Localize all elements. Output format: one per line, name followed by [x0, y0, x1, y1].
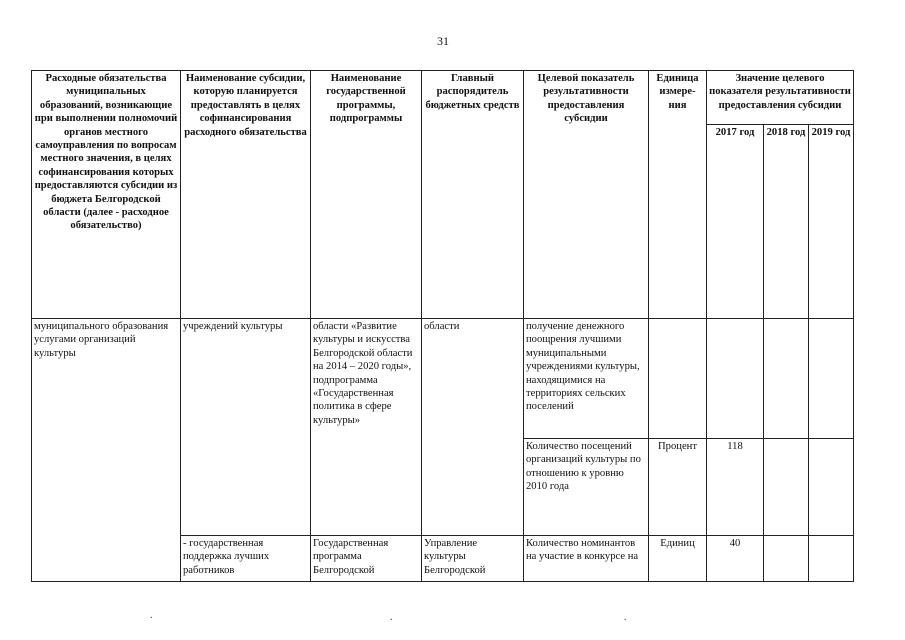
header-year-2018: 2018 год: [764, 125, 809, 319]
row3-program: Государственная программа Белгородской: [311, 536, 422, 582]
row1-unit: [649, 319, 707, 439]
row2-v2018: [764, 439, 809, 536]
header-program: Наименование государственной программы, подпрограммы: [311, 71, 422, 319]
header-target-value: Значение целевого показателя результативности предоставления субсидии: [707, 71, 854, 125]
row3-v2017: 40: [707, 536, 764, 582]
subsidy-table: [31, 70, 854, 582]
row2-indicator: Количество посещений организаций культуры по отношению к уровню 2010 года: [524, 439, 649, 536]
footer-mark-2: .: [390, 612, 393, 623]
page-number: 31: [437, 34, 449, 48]
row1-v2017: [707, 319, 764, 439]
header-distributor: Главный распорядитель бюджетных средств: [422, 71, 524, 319]
header-obligation: Расходные обязательства муниципальных образований, возникающие при выполнении полномочий органов местного самоуправления по вопросам местного значения, в целях софинансирования которых предоставляются субсидии из бюджета Белгородской области (далее - расходное обязательство): [32, 71, 181, 319]
row3-v2019: [809, 536, 854, 582]
row3-unit: Единиц: [649, 536, 707, 582]
row1-obligation: муниципального образования услугами организаций культуры: [32, 319, 181, 536]
row2-unit: Процент: [649, 439, 707, 536]
row1-indicator: получение денежного поощрения лучшими муниципальными учреждениями культуры, находящимися на территориях сельских поселений: [524, 319, 649, 439]
row1-subsidy: учреждений культуры: [181, 319, 311, 536]
row1-v2018: [764, 319, 809, 439]
row1-v2019: [809, 319, 854, 439]
row2-v2019: [809, 439, 854, 536]
row3-subsidy: - государственная поддержка лучших работников: [181, 536, 311, 582]
row2-v2017: 118: [707, 439, 764, 536]
footer-mark-3: .: [624, 612, 627, 623]
row1-program: области «Развитие культуры и искусства Белгородской области на 2014 – 2020 годы», подпрограмма «Государственная политика в сфере культуры»: [311, 319, 422, 536]
row1-distributor: области: [422, 319, 524, 536]
footer-mark-1: .: [150, 610, 153, 621]
row3-distributor: Управление культуры Белгородской: [422, 536, 524, 582]
header-subsidy: Наименование субсидии, которую планируется предоставлять в целях софинансирования расходного обязательства: [181, 71, 311, 319]
header-unit: Единица измере-ния: [649, 71, 707, 319]
row3-obligation: [32, 536, 181, 582]
header-year-2019: 2019 год: [809, 125, 854, 319]
header-indicator: Целевой показатель результативности предоставления субсидии: [524, 71, 649, 319]
row3-indicator: Количество номинантов на участие в конкурсе на: [524, 536, 649, 582]
row3-v2018: [764, 536, 809, 582]
header-year-2017: 2017 год: [707, 125, 764, 319]
